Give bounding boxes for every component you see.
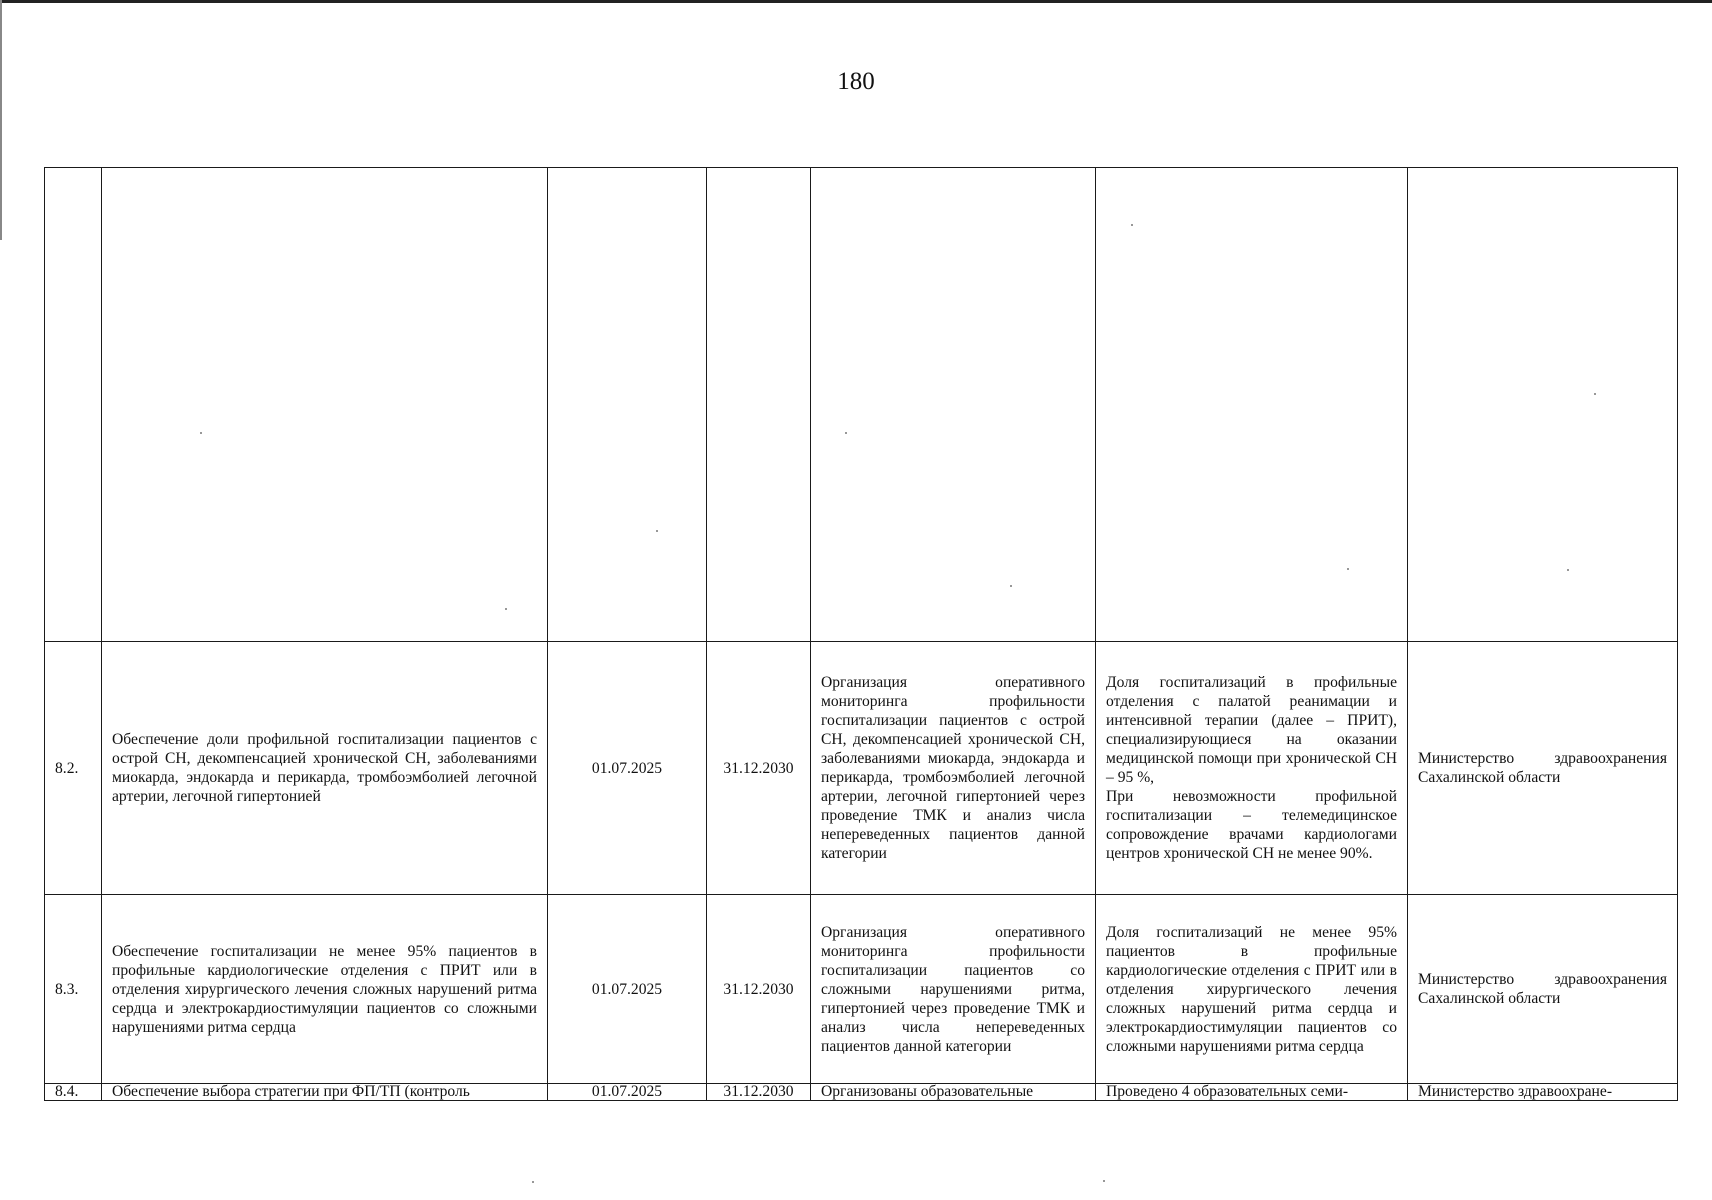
blank-cell	[548, 168, 707, 642]
task-cell: Обеспечение доли профильной госпитализации пациентов с острой СН, декомпенсацией хронической СН, заболеваниями миокарда, эндокарда и перикарда, тромбоэмболией легочной артерии, легочной гипертонией	[102, 642, 548, 895]
scan-speck	[845, 432, 847, 434]
scan-speck	[656, 530, 658, 532]
page-number: 180	[837, 68, 875, 95]
end-date-cell: 31.12.2030	[707, 1084, 811, 1101]
scan-speck	[505, 608, 507, 610]
responsible-cell: Министерство здравоохранения Сахалинской области	[1408, 642, 1678, 895]
result-cell: Проведено 4 образовательных семи-	[1096, 1084, 1408, 1101]
description-cell: Организация оперативного мониторинга профильности госпитализации пациентов с острой СН, декомпенсацией хронической СН, заболеваниями миокарда, эндокарда и перикарда, тромбоэмболией легочной артерии, легочной гипертонией через проведение ТМК и анализ числа непереведенных пациентов данной категории	[811, 642, 1096, 895]
start-date-cell: 01.07.2025	[548, 895, 707, 1084]
scan-speck	[1010, 585, 1012, 587]
task-cell: Обеспечение госпитализации не менее 95% пациентов в профильные кардиологические отделения с ПРИТ или в отделения хирургического лечения сложных нарушений ритма сердца и электрокардиостимуляции пациентов со сложными нарушениями ритма сердца	[102, 895, 548, 1084]
table-row	[45, 642, 1678, 895]
description-cell: Организация оперативного мониторинга профильности госпитализации пациентов со сложными нарушениями ритма, гипертонией через проведение ТМК и анализ числа непереведенных пациентов данной категории	[811, 895, 1096, 1084]
scan-speck	[1594, 393, 1596, 395]
blank-cell	[811, 168, 1096, 642]
row-number: 8.4.	[45, 1084, 102, 1101]
start-date-cell: 01.07.2025	[548, 1084, 707, 1101]
top-scan-border	[0, 0, 1712, 3]
result-cell: Доля госпитализаций в профильные отделения с палатой реанимации и интенсивной терапии (далее – ПРИТ), специализирующиеся на оказании медицинской помощи при хронической СН – 95 %, При невозможности профильной госпитализации – телемедицинское сопровождение врачами кардиологами центров хронической СН не менее 90%.	[1096, 642, 1408, 895]
description-cell: Организованы образовательные	[811, 1084, 1096, 1101]
scan-speck	[1567, 569, 1569, 571]
task-cell: Обеспечение выбора стратегии при ФП/ТП (контроль	[102, 1084, 548, 1101]
blank-cell	[707, 168, 811, 642]
table-row	[45, 1084, 1678, 1101]
blank-cell	[1096, 168, 1408, 642]
table-row	[45, 895, 1678, 1084]
result-cell: Доля госпитализаций не менее 95% пациентов в профильные кардиологические отделения с ПРИТ или в отделения хирургического лечения сложных нарушений ритма сердца и электрокардиостимуляции пациентов со сложными нарушениями ритма сердца	[1096, 895, 1408, 1084]
end-date-cell: 31.12.2030	[707, 642, 811, 895]
measures-table	[44, 167, 1678, 1101]
blank-cell	[1408, 168, 1678, 642]
scan-speck	[1131, 224, 1133, 226]
blank-cell	[45, 168, 102, 642]
start-date-cell: 01.07.2025	[548, 642, 707, 895]
responsible-cell: Министерство здравоохране-	[1408, 1084, 1678, 1101]
scan-speck	[532, 1181, 534, 1183]
scan-speck	[1347, 568, 1349, 570]
scan-speck	[200, 432, 202, 434]
row-number: 8.3.	[45, 895, 102, 1084]
table-row-continued	[45, 168, 1678, 642]
row-number: 8.2.	[45, 642, 102, 895]
scan-speck	[1103, 1180, 1105, 1182]
end-date-cell: 31.12.2030	[707, 895, 811, 1084]
blank-cell	[102, 168, 548, 642]
left-scan-border	[0, 0, 2, 240]
responsible-cell: Министерство здравоохранения Сахалинской области	[1408, 895, 1678, 1084]
